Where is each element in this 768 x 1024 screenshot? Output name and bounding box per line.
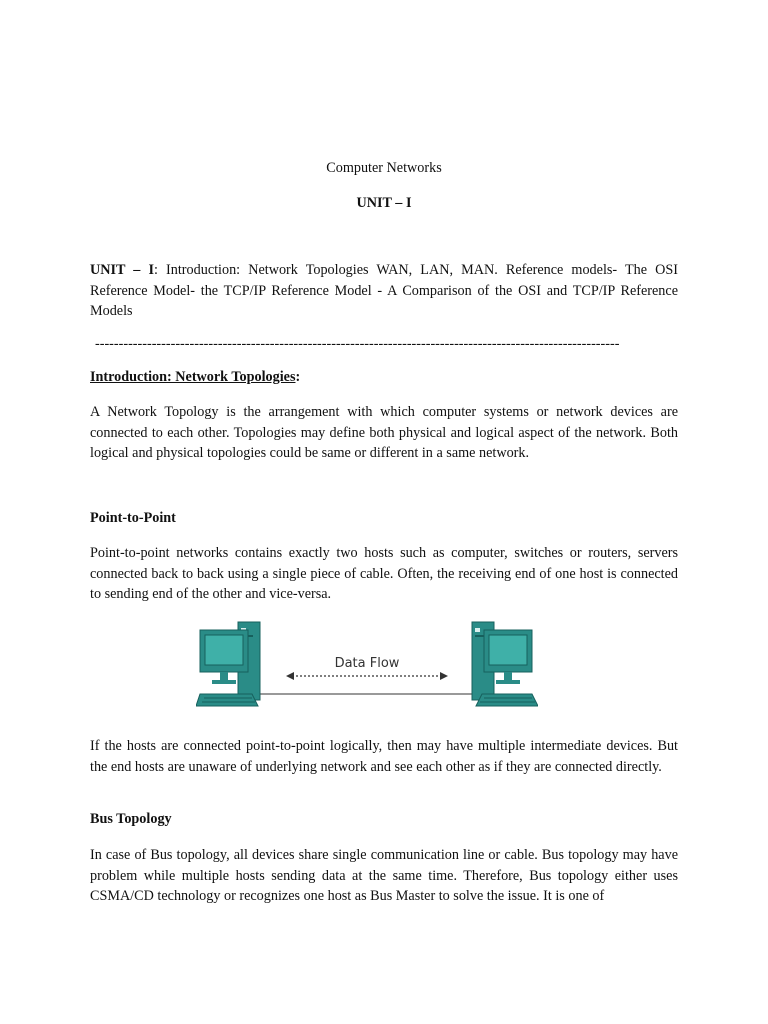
course-title: Computer Networks: [326, 160, 442, 176]
bus-paragraph: In case of Bus topology, all devices share single communication line or cable. Bus topology may have problem while multiple hosts sending data at the same time. Therefore, Bus topology either uses CSMA/CD technology or recognizes one host as Bus Master to solve the issue. It is one of: [90, 847, 678, 905]
p2p-paragraph-2: If the hosts are connected point-to-point logically, then may have multiple intermediate devices. But the end hosts are unaware of underlying network and see each other as if they are connected directly.: [90, 738, 678, 775]
point-to-point-diagram: [196, 618, 538, 712]
syllabus-label: UNIT – I: [90, 262, 155, 278]
syllabus-text: : Introduction: Network Topologies WAN, LAN, MAN. Reference models- The OSI Reference Model- the TCP/IP Reference Model - A Comparison of the OSI and TCP/IP Reference Models: [90, 262, 678, 320]
left-computer-icon: [196, 622, 260, 706]
intro-heading-colon: :: [295, 369, 301, 385]
intro-paragraph: A Network Topology is the arrangement with which computer systems or network devices are connected to each other. Topologies may define both physical and logical aspect of the network. Both logical and physical topologies could be same or different in a same network.: [90, 404, 678, 462]
data-flow-arrow: [286, 672, 448, 680]
intro-heading: [90, 369, 300, 386]
p2p-heading: Point-to-Point: [90, 510, 176, 526]
bus-heading: Bus Topology: [90, 811, 172, 827]
data-flow-label: Data Flow: [334, 656, 400, 671]
p2p-paragraph: Point-to-point networks contains exactly two hosts such as computer, switches or routers, servers connected back to back using a single piece of cable. Often, the receiving end of one host is connected to sending end of the other and vice-versa.: [90, 545, 678, 603]
syllabus-paragraph: [90, 260, 678, 322]
intro-heading-text: Introduction: Network Topologies: [90, 369, 296, 385]
separator-line: ---------------------------------------------------------------------------------------------------------------: [95, 336, 620, 352]
right-computer-icon: [472, 622, 538, 706]
unit-heading: UNIT – I: [356, 195, 412, 211]
